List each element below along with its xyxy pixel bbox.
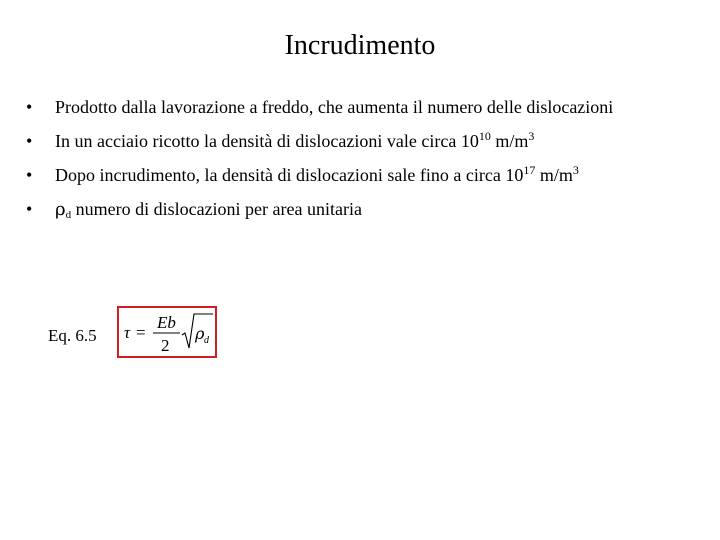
unit-exponent: 3 [528, 129, 535, 143]
slide-title: Incrudimento [284, 30, 436, 61]
bullet-text [55, 126, 534, 156]
bullet-marker: • [26, 199, 33, 219]
bullet-item-hardened-density [26, 160, 716, 194]
equation-lhs: τ [124, 323, 131, 342]
unit-text: m/m [535, 165, 573, 185]
equation-box [117, 306, 217, 358]
bullet-text [55, 160, 579, 190]
bullet-marker: • [26, 131, 33, 151]
equation-formula [119, 308, 215, 356]
bullet-item-rho-definition [26, 194, 716, 228]
equation-denominator: 2 [161, 336, 170, 355]
unit-exponent: 3 [572, 163, 579, 177]
bullet-text-main: In un acciaio ricotto la densità di dislocazioni vale circa 10 [55, 131, 479, 151]
power-exponent: 17 [523, 163, 536, 177]
bullet-item-annealed-density [26, 126, 716, 160]
unit-text: m/m [490, 131, 529, 151]
bullet-marker: • [26, 97, 33, 117]
bullet-text-main: numero di dislocazioni per area unitaria [71, 199, 362, 219]
equation-equals: = [136, 323, 146, 342]
equation-label: Eq. 6.5 [48, 326, 97, 345]
bullet-list [26, 92, 716, 228]
radicand-symbol: ρ [195, 324, 205, 343]
radicand-subscript: d [204, 335, 209, 346]
bullet-item-cold-work [26, 92, 716, 126]
rho-subscript: d [65, 209, 72, 221]
bullet-text-main: Dopo incrudimento, la densità di dislocazioni sale fino a circa 10 [55, 165, 524, 185]
bullet-text: Prodotto dalla lavorazione a freddo, che aumenta il numero delle dislocazioni [55, 97, 614, 117]
power-exponent: 10 [478, 129, 491, 143]
rho-symbol: ρ [55, 199, 66, 220]
equation-numerator: Eb [157, 313, 176, 332]
bullet-text [55, 194, 362, 225]
bullet-marker: • [26, 165, 33, 185]
